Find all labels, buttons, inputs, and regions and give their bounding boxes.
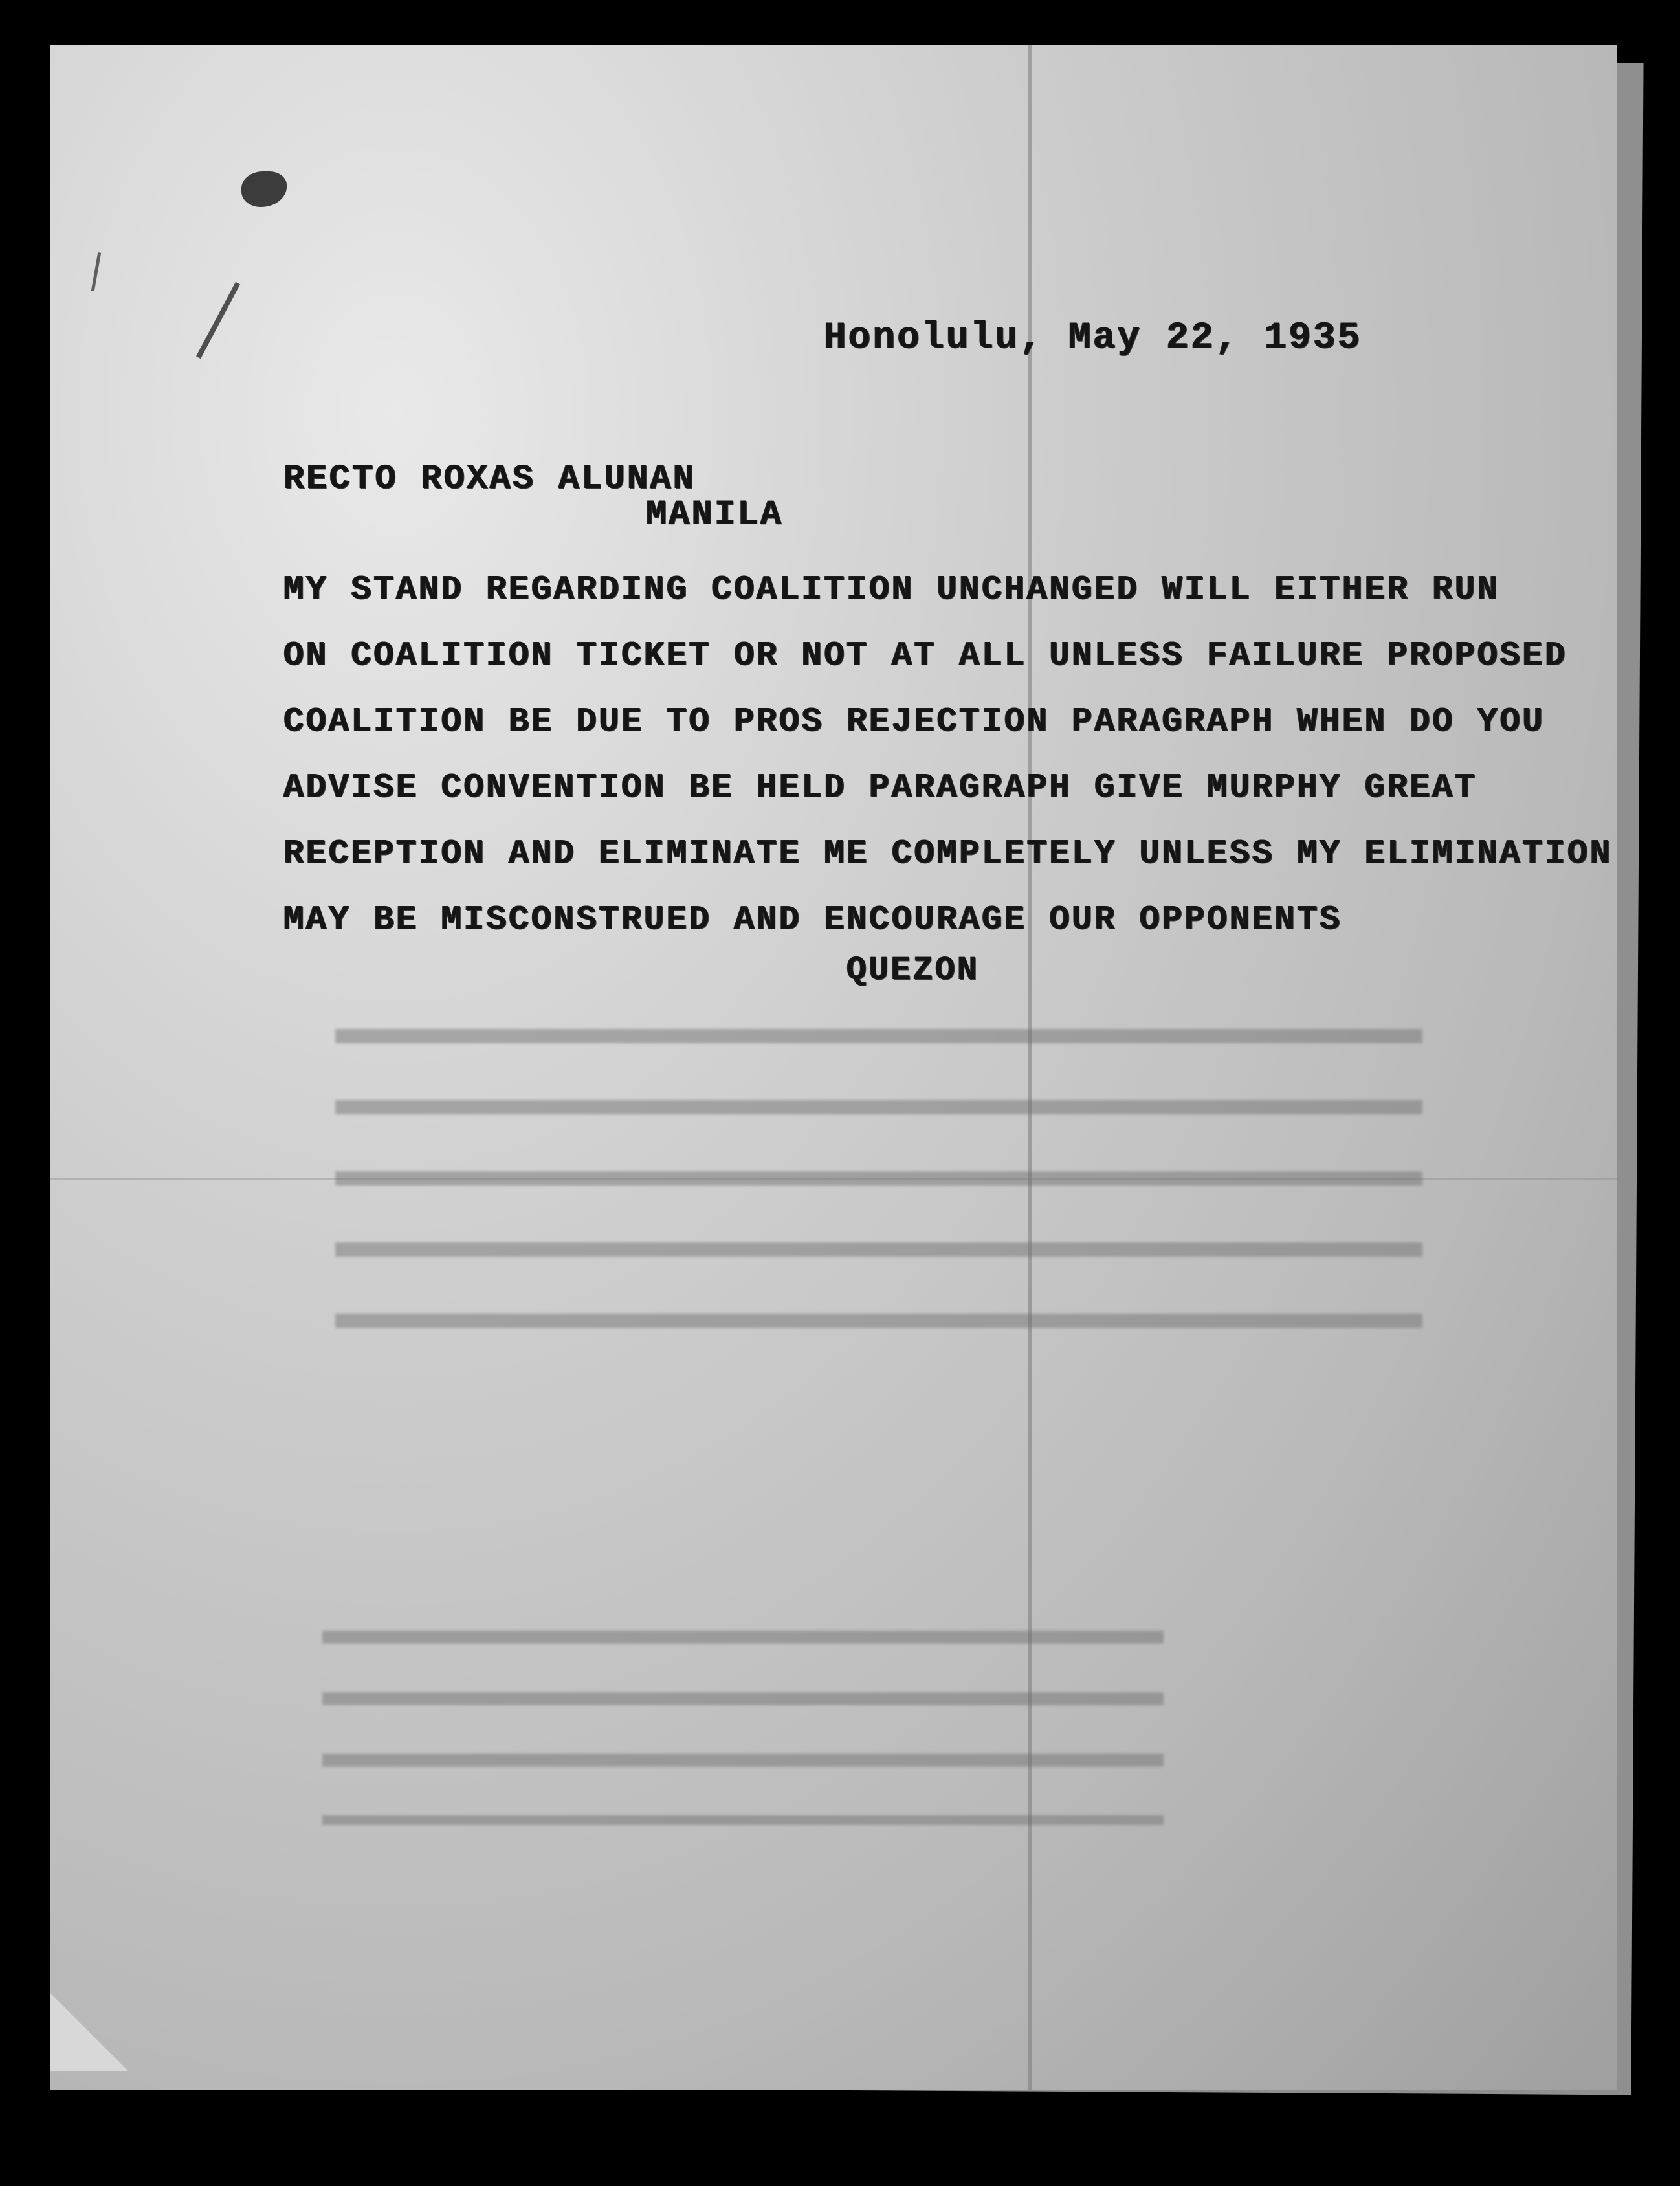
message-line: ADVISE CONVENTION BE HELD PARAGRAPH GIVE MURPHY GREAT: [283, 768, 1477, 807]
addressee-line: RECTO ROXAS ALUNAN: [283, 459, 696, 499]
message-body: [283, 557, 1613, 953]
bleed-through-block: [335, 1003, 1422, 1365]
ink-stain: [241, 171, 287, 207]
paper-mark-small: [91, 252, 101, 291]
letter-page: [50, 45, 1617, 2090]
message-line: ON COALITION TICKET OR NOT AT ALL UNLESS FAILURE PROPOSED: [283, 636, 1567, 675]
city-line: MANILA: [646, 495, 784, 535]
paper-mark: [196, 282, 240, 359]
bleed-through-block-lower: [322, 1611, 1164, 1825]
message-line: MAY BE MISCONSTRUED AND ENCOURAGE OUR OPPONENTS: [283, 900, 1342, 939]
message-line: COALITION BE DUE TO PROS REJECTION PARAGRAPH WHEN DO YOU: [283, 702, 1545, 741]
message-line: MY STAND REGARDING COALITION UNCHANGED WILL EITHER RUN: [283, 570, 1500, 609]
date-line: Honolulu, May 22, 1935: [824, 317, 1362, 359]
message-line: RECEPTION AND ELIMINATE ME COMPLETELY UNLESS MY ELIMINATION: [283, 834, 1613, 873]
folded-corner: [50, 1993, 128, 2071]
signature-line: QUEZON: [846, 951, 980, 989]
